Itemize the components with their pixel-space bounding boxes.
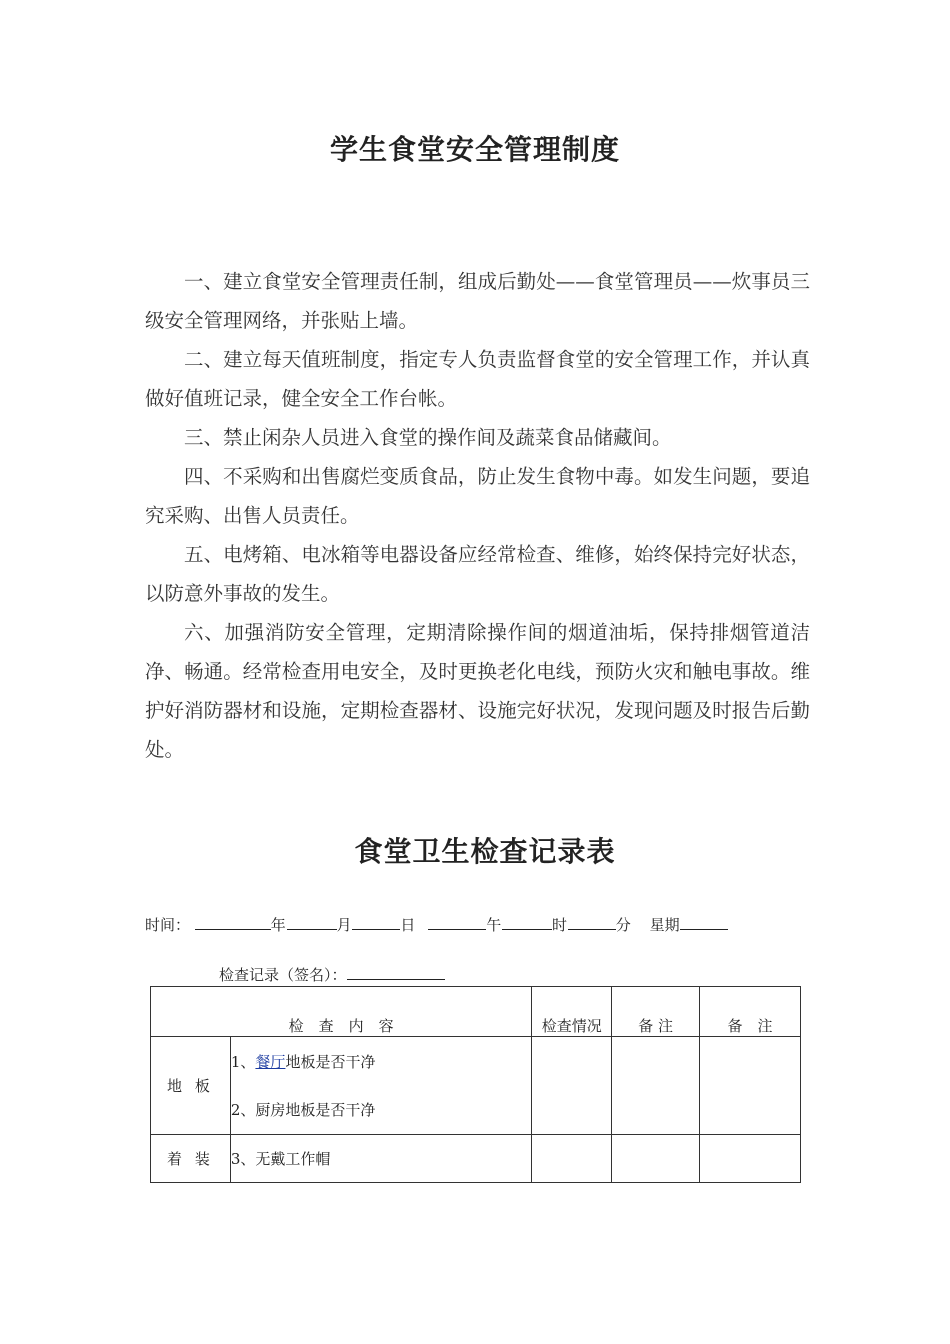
attire-remark-2-cell[interactable]	[700, 1135, 801, 1183]
rule-paragraph-6: 六、加强消防安全管理，定期清除操作间的烟道油垢，保持排烟管道洁净、畅通。经常检查用电安全，及时更换老化电线，预防火灾和触电事故。维护好消防器材和设施，定期检查器材、设施完好状况，发现问题及时报告后勤处。	[145, 621, 810, 761]
attire-item-3: 3、无戴工作帽	[230, 1135, 531, 1183]
inspection-table	[150, 986, 801, 1183]
minute-label: 分	[615, 916, 631, 934]
month-blank[interactable]	[287, 913, 337, 930]
rule-paragraph-3: 三、禁止闲杂人员进入食堂的操作间及蔬菜食品储藏间。	[184, 426, 672, 449]
rule-paragraph-4: 四、不采购和出售腐烂变质食品，防止发生食物中毒。如发生问题，要追究采购、出售人员责任。	[145, 465, 810, 527]
year-blank[interactable]	[195, 913, 271, 930]
signature-blank[interactable]	[347, 963, 445, 980]
table-row-floor	[151, 1037, 801, 1135]
floor-item-1	[231, 1050, 531, 1074]
year-label: 年	[270, 916, 286, 934]
floor-remark-2-cell[interactable]	[700, 1037, 801, 1135]
header-content: 检 查 内 容	[151, 987, 532, 1037]
month-label: 月	[336, 916, 352, 934]
record-table-title: 食堂卫生检查记录表	[354, 835, 616, 868]
time-line	[145, 913, 728, 935]
table-header-row	[151, 987, 801, 1037]
floor-status-cell[interactable]	[532, 1037, 612, 1135]
noon-label: 午	[486, 916, 502, 934]
item-1-link[interactable]: 餐厅	[255, 1052, 286, 1071]
header-remark-1: 备 注	[612, 987, 700, 1037]
hour-blank[interactable]	[502, 913, 552, 930]
week-label: 星期	[649, 916, 680, 934]
item-1-text: 地板是否干净	[285, 1052, 376, 1071]
rule-paragraph-2: 二、建立每天值班制度，指定专人负责监督食堂的安全管理工作，并认真做好值班记录，健全安全工作台帐。	[145, 348, 810, 410]
signature-label: 检查记录（签名）：	[219, 966, 347, 984]
day-blank[interactable]	[352, 913, 400, 930]
rule-paragraph-5: 五、电烤箱、电冰箱等电器设备应经常检查、维修，始终保持完好状态，以防意外事故的发生。	[145, 543, 810, 605]
floor-remark-1-cell[interactable]	[612, 1037, 700, 1135]
week-blank[interactable]	[680, 913, 728, 930]
category-attire: 着 装	[151, 1135, 231, 1183]
attire-remark-1-cell[interactable]	[612, 1135, 700, 1183]
header-remark-2: 备 注	[700, 987, 801, 1037]
header-status: 检查情况	[532, 987, 612, 1037]
rules-body	[145, 262, 810, 769]
day-label: 日	[400, 916, 416, 934]
table-row-attire	[151, 1135, 801, 1183]
hour-label: 时	[551, 916, 567, 934]
category-floor: 地 板	[151, 1037, 231, 1135]
noon-blank[interactable]	[428, 913, 486, 930]
item-1-prefix: 1、	[230, 1052, 256, 1071]
rule-paragraph-1: 一、建立食堂安全管理责任制，组成后勤处——食堂管理员——炊事员三级安全管理网络，并张贴上墙。	[145, 270, 810, 332]
minute-blank[interactable]	[568, 913, 616, 930]
floor-item-2: 2、厨房地板是否干净	[230, 1100, 376, 1119]
attire-status-cell[interactable]	[532, 1135, 612, 1183]
time-label: 时间：	[145, 916, 191, 934]
document-title: 学生食堂安全管理制度	[329, 133, 620, 166]
floor-items	[230, 1037, 531, 1135]
signature-line	[219, 963, 445, 985]
